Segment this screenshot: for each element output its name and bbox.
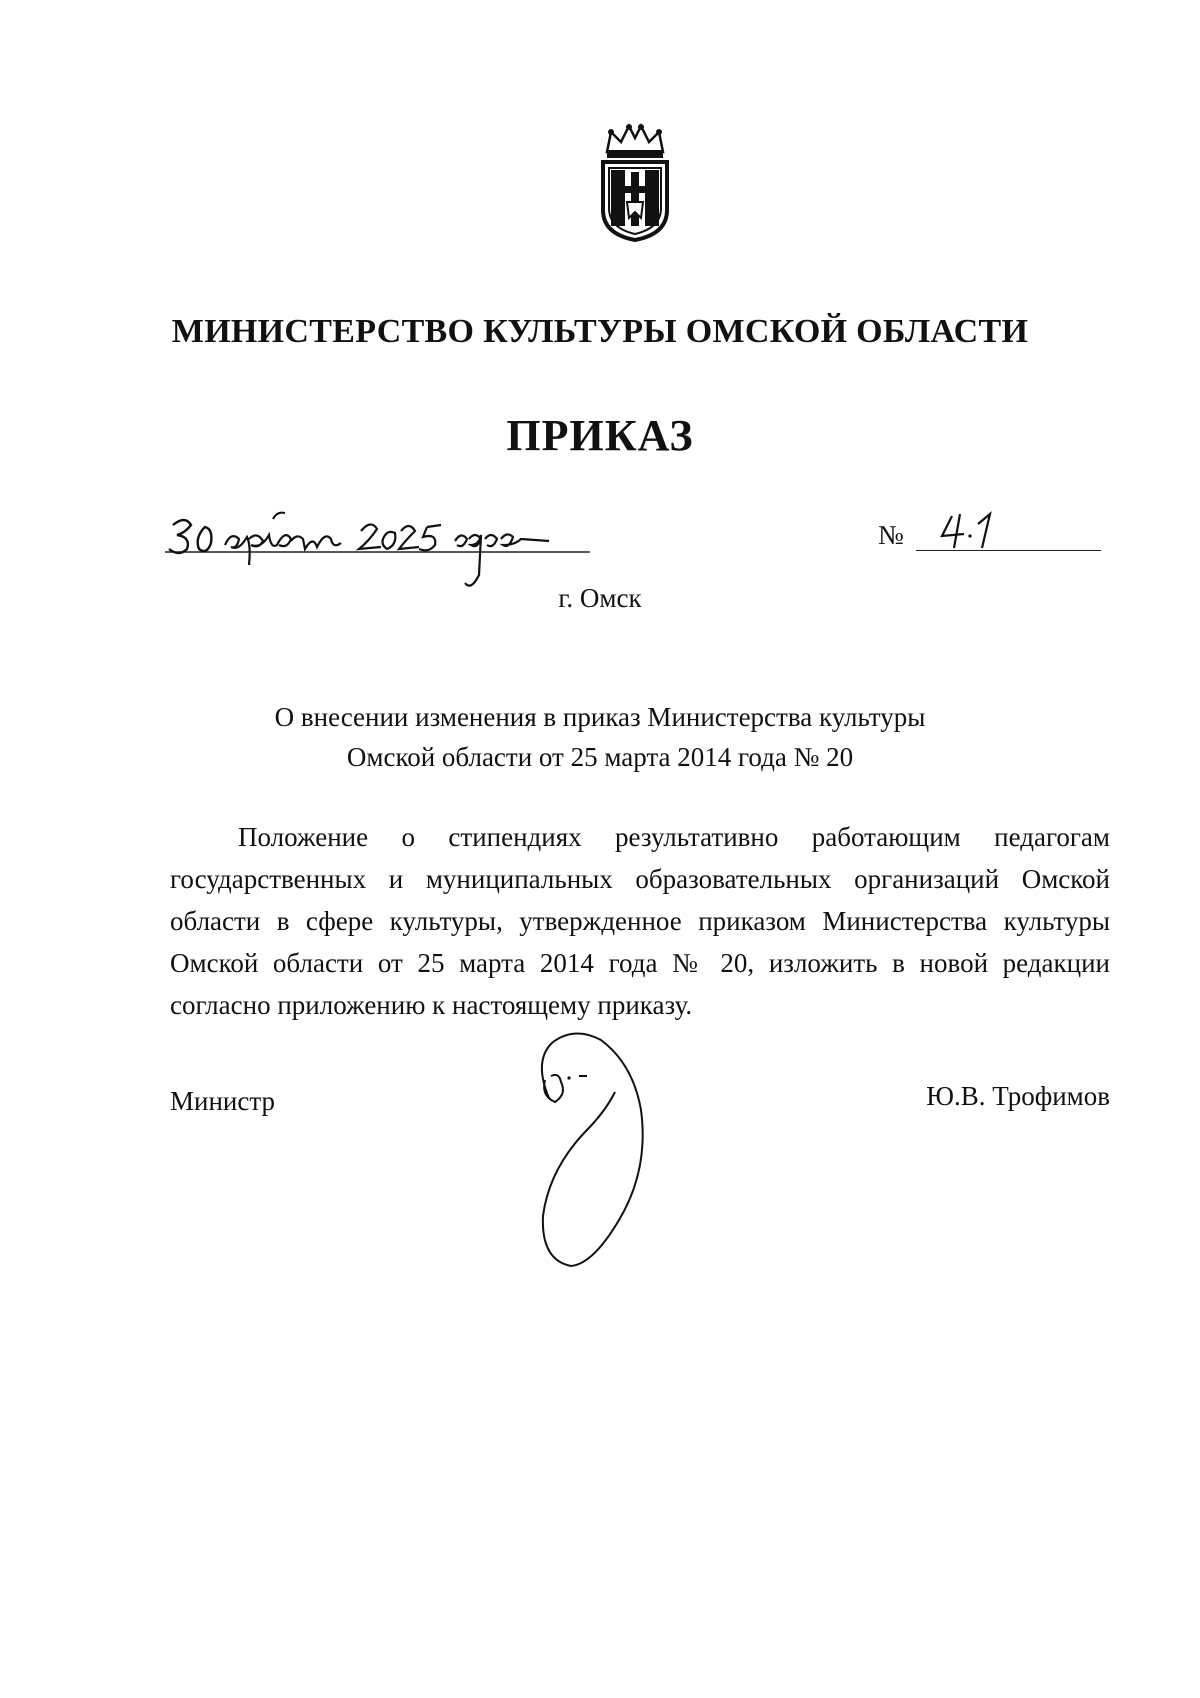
order-number-field — [878, 512, 1108, 562]
order-subject — [0, 697, 1200, 777]
signatory-title: Министр — [170, 1086, 275, 1116]
handwritten-number — [938, 510, 1018, 552]
handwritten-signature — [515, 1020, 685, 1280]
ministry-title: МИНИСТЕРСТВО КУЛЬТУРЫ ОМСКОЙ ОБЛАСТИ — [171, 313, 1029, 350]
signatory-name: Ю.В. Трофимов — [926, 1081, 1110, 1111]
city-of-issue: г. Омск — [558, 583, 642, 613]
document-type-title: ПРИКАЗ — [506, 411, 694, 460]
number-sign: № — [878, 520, 904, 550]
subject-line-2: Омской области от 25 марта 2014 года № 20 — [346, 742, 854, 772]
coat-of-arms-icon — [593, 122, 677, 242]
subject-line-1: О внесении изменения в приказ Министерства культуры — [274, 702, 926, 732]
order-body-paragraph: Положение о стипендиях результативно работающим педагогам государственных и муниципальных образовательных организаций Омской области в сфере культуры, утвержденное приказом Министерства культуры Омской области от 25 марта 2014 года № 20, изложить в новой редакции согласно приложению к настоящему приказу. — [170, 822, 1110, 1020]
